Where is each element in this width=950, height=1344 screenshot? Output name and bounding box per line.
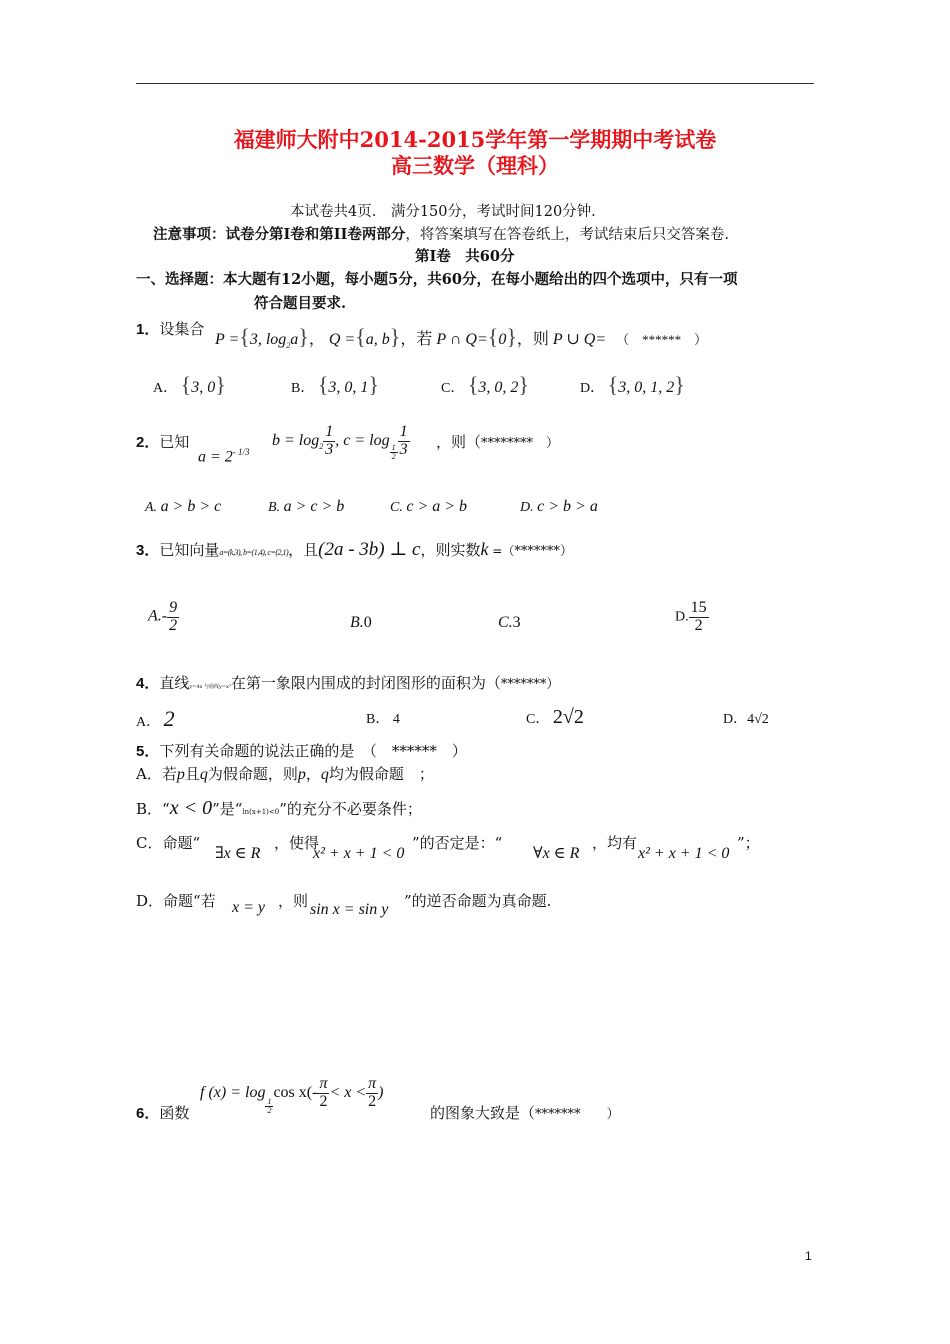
q4-option-d bbox=[723, 708, 769, 728]
question-number: 5． bbox=[136, 743, 160, 760]
q2-c-num: 1 bbox=[399, 423, 408, 440]
q2-bc-expr bbox=[272, 424, 410, 461]
option-label: C． bbox=[441, 381, 465, 396]
q4-option-c bbox=[526, 706, 584, 729]
option-value: 3, 0, 1, 2 bbox=[618, 379, 675, 396]
option-label: D. bbox=[520, 500, 534, 515]
q2-option-b bbox=[268, 498, 344, 516]
q1-option-a: A． {3, 0} bbox=[153, 372, 226, 397]
q6-close: ) bbox=[378, 1083, 384, 1101]
option-label: D． bbox=[580, 381, 605, 396]
question-number: 6． bbox=[136, 1105, 160, 1122]
q5-d-text1: ，则 bbox=[278, 892, 309, 910]
q3-text: 已知向量 bbox=[159, 541, 220, 559]
option-value: 4√2 bbox=[747, 712, 769, 727]
option-value: a > b > c bbox=[160, 498, 222, 515]
section-heading: 一、选择题：本大题有12小题，每小题5分，共60分，在每小题给出的四个选项中，只有一项 bbox=[136, 271, 738, 288]
option-label: B. bbox=[268, 500, 281, 515]
q3-and: ，且 bbox=[288, 541, 319, 559]
option-label: B． bbox=[291, 381, 315, 396]
option-label: A.- bbox=[148, 607, 168, 625]
q1-intersection: P ∩ Q= bbox=[436, 331, 488, 348]
q5-option-a bbox=[136, 763, 434, 784]
top-rule bbox=[136, 83, 814, 84]
option-label: B． bbox=[366, 712, 390, 727]
q3-eq: =（ bbox=[488, 544, 515, 558]
q5-d-text2: ”的逆否命题为真命题. bbox=[404, 892, 552, 910]
option-text: 为假命题，则 bbox=[207, 765, 298, 783]
option-label: D. bbox=[675, 609, 689, 625]
p-var: p bbox=[297, 766, 306, 783]
option-label: A． bbox=[153, 381, 178, 396]
q5-c-text3: ，均有 bbox=[592, 834, 638, 852]
q6-two: 2 bbox=[319, 1092, 328, 1110]
q2-answer-blank: ******** ） bbox=[481, 436, 560, 451]
q5-c-ineq-2: x² + x + 1 < 0 bbox=[638, 845, 730, 862]
option-label: C. bbox=[390, 500, 403, 515]
and-text: 且 bbox=[184, 765, 200, 783]
q6-cos: cos x(- bbox=[273, 1083, 318, 1101]
q5-option-d bbox=[136, 890, 216, 911]
q5-c-text1: ，使得 bbox=[274, 834, 320, 852]
option-label: A． bbox=[136, 715, 161, 730]
q5-option-b bbox=[136, 797, 422, 820]
q1-option-d: D． {3, 0, 1, 2} bbox=[580, 372, 685, 397]
q3-option-a bbox=[148, 600, 179, 635]
q1-option-c: C． {3, 0, 2} bbox=[441, 372, 529, 397]
q6-f: f (x) = log bbox=[200, 1083, 266, 1101]
section-heading-2: 符合题目要求. bbox=[254, 295, 347, 312]
part-one-heading: 第I卷 共60分 bbox=[415, 248, 515, 265]
q1-text: 设集合 bbox=[159, 320, 205, 338]
question-number: 2． bbox=[136, 434, 160, 451]
q3-option-c bbox=[498, 614, 521, 632]
q1-set-q: Q = bbox=[328, 331, 356, 348]
q2-a-exponent: - 1/3 bbox=[232, 447, 250, 457]
q1-comma: ， bbox=[308, 331, 325, 348]
option-value: c > b > a bbox=[537, 498, 598, 515]
option-expr: x < 0 bbox=[169, 797, 213, 819]
option-value: 3, 0, 2 bbox=[478, 379, 519, 396]
q3-vectors: a=(k,3), b=(1,4), c=(2,1) bbox=[219, 548, 289, 557]
option-text: ”是“ bbox=[212, 800, 243, 818]
notice-label: 注意事项：试卷分第I卷和第II卷两部分 bbox=[153, 226, 406, 243]
q4-option-a bbox=[136, 706, 175, 732]
q6-text-2: 的图象大致是（ bbox=[430, 1104, 536, 1122]
option-value: 4 bbox=[392, 712, 400, 727]
q5-text: 下列有关命题的说法正确的是 （ ****** ） bbox=[159, 742, 467, 760]
q-var: q bbox=[320, 766, 329, 783]
q4-curve: y=4x 与曲线y=x³ bbox=[189, 684, 231, 690]
notice-text: ，将答案填写在答卷纸上，考试结束后只交答案卷. bbox=[405, 227, 729, 243]
option-label: C. bbox=[498, 614, 513, 631]
option-label: B．“ bbox=[136, 800, 170, 818]
option-label: D． bbox=[723, 712, 748, 727]
q1-if: ，若 bbox=[400, 331, 433, 348]
option-value: 0 bbox=[363, 614, 372, 631]
q6-two: 2 bbox=[368, 1092, 377, 1110]
option-den: 2 bbox=[169, 616, 178, 634]
option-value: 2 bbox=[163, 706, 175, 731]
question-2 bbox=[136, 431, 189, 452]
q1-answer-blank: （ ****** ） bbox=[616, 332, 708, 347]
exam-subtitle: 高三数学（理科） bbox=[391, 153, 559, 178]
q1-intersection-body: 0 bbox=[498, 331, 507, 348]
option-den: 2 bbox=[694, 616, 703, 634]
q1-option-b: B． {3, 0, 1} bbox=[291, 372, 379, 397]
q2-b-den: 3 bbox=[325, 440, 334, 458]
q2-blank bbox=[436, 431, 559, 452]
exam-title: 福建师大附中2014-2015学年第一学期期中考试卷 bbox=[233, 127, 717, 152]
option-value: a > c > b bbox=[283, 498, 345, 515]
q2-option-a bbox=[145, 498, 221, 516]
p-var: p bbox=[176, 766, 185, 783]
q1-set-p: P = bbox=[215, 331, 240, 348]
q6-text: 函数 bbox=[159, 1104, 190, 1122]
q5-c-exists: ∃x ∈ R bbox=[215, 845, 261, 862]
q6-func bbox=[200, 1076, 384, 1115]
q2-c: , c = log bbox=[335, 431, 390, 449]
q1-set-p-body: 3, log bbox=[249, 331, 287, 348]
option-value: c > a > b bbox=[406, 498, 468, 515]
q2-c-base-den: 2 bbox=[391, 451, 396, 461]
q1-math: P ={3, $\log_2a$}， Q ={a, b}，若 P ∩ Q={0}，则 P ∪ Q= （ ****** ） bbox=[215, 324, 708, 351]
question-5 bbox=[136, 740, 467, 761]
q2-b-base: 2 bbox=[319, 442, 324, 452]
q2-a: a = 2 bbox=[198, 448, 233, 466]
q5-c-text2: ”的否定是：“ bbox=[412, 834, 503, 852]
option-label: D．命题“若 bbox=[136, 892, 216, 910]
question-6 bbox=[136, 1102, 189, 1123]
q6-answer-blank: ******* ） bbox=[535, 1107, 620, 1122]
q1-then: ，则 bbox=[516, 331, 549, 348]
question-4 bbox=[136, 672, 559, 693]
q2-a-expr bbox=[198, 447, 250, 466]
option-value: 3, 0, 1 bbox=[328, 379, 369, 396]
q5-c-ineq: x² + x + 1 < 0 bbox=[313, 845, 405, 862]
notice bbox=[153, 223, 729, 244]
option-label: B. bbox=[350, 614, 364, 631]
option-label: A．若 bbox=[136, 765, 177, 783]
option-num: 9 bbox=[169, 599, 178, 616]
option-text: ”的充分不必要条件； bbox=[279, 800, 422, 818]
q2-b: b = log bbox=[272, 431, 320, 449]
option-num: 15 bbox=[690, 599, 707, 616]
q3-answer-blank: *******） bbox=[514, 544, 573, 559]
q2-option-c bbox=[390, 498, 467, 516]
q2-b-num: 1 bbox=[325, 423, 334, 440]
q1-union: P ∪ Q= bbox=[552, 331, 607, 348]
comma: ， bbox=[305, 765, 321, 783]
q3-then: ，则实数 bbox=[420, 541, 481, 559]
option-label: A. bbox=[145, 500, 158, 515]
question-number: 1． bbox=[136, 321, 160, 338]
q6-pi: π bbox=[368, 1075, 377, 1092]
question-1 bbox=[136, 318, 204, 339]
q4-answer-blank: *******） bbox=[500, 677, 560, 692]
q2-then: ，则（ bbox=[436, 433, 482, 451]
option-expr-small: ln(x+1)<0 bbox=[242, 808, 280, 816]
q2-c-den: 3 bbox=[399, 440, 408, 458]
q-var: q bbox=[199, 766, 208, 783]
q6-pi: π bbox=[319, 1075, 328, 1092]
q2-c-base-num: 1 bbox=[391, 442, 396, 452]
q6-base-num: 1 bbox=[267, 1096, 272, 1106]
option-label: C． bbox=[526, 712, 550, 727]
option-value: 3, 0 bbox=[191, 379, 216, 396]
option-label: C．命题“ bbox=[136, 834, 201, 852]
exam-info: 本试卷共4页. 满分150分，考试时间120分钟. bbox=[290, 204, 596, 220]
page-number: 1 bbox=[805, 1249, 812, 1263]
q4-option-b bbox=[366, 708, 400, 728]
q5-c-text4: ”； bbox=[737, 834, 760, 852]
q6-lt: < x < bbox=[329, 1083, 367, 1101]
q1-log-base: 2 bbox=[286, 341, 291, 351]
q3-condition: (2a - 3b) ⊥ c bbox=[318, 539, 421, 560]
q1-set-q-body: a, b bbox=[365, 331, 390, 348]
option-value: 2√2 bbox=[552, 706, 584, 728]
q6-blank bbox=[430, 1102, 620, 1123]
q5-d-eq: x = y bbox=[232, 899, 265, 916]
q1-log-arg: a bbox=[290, 331, 299, 348]
option-value: 3 bbox=[512, 614, 521, 631]
question-number: 3． bbox=[136, 542, 160, 559]
q6-base-den: 2 bbox=[267, 1105, 272, 1115]
q3-option-b bbox=[350, 614, 372, 632]
q5-d-sin: sin x = sin y bbox=[310, 901, 389, 918]
question-3 bbox=[136, 538, 573, 561]
q2-text: 已知 bbox=[159, 433, 190, 451]
q2-option-d bbox=[520, 498, 598, 516]
option-text: 均为假命题 ； bbox=[328, 765, 434, 783]
q4-text-2: 在第一象限内围成的封闭图形的面积为（ bbox=[230, 674, 501, 692]
q3-option-d bbox=[675, 600, 709, 635]
question-number: 4． bbox=[136, 675, 160, 692]
q5-c-forall: ∀x ∈ R bbox=[533, 845, 580, 862]
q5-option-c bbox=[136, 832, 200, 853]
q4-text: 直线 bbox=[159, 674, 190, 692]
q3-k: k bbox=[480, 539, 489, 559]
